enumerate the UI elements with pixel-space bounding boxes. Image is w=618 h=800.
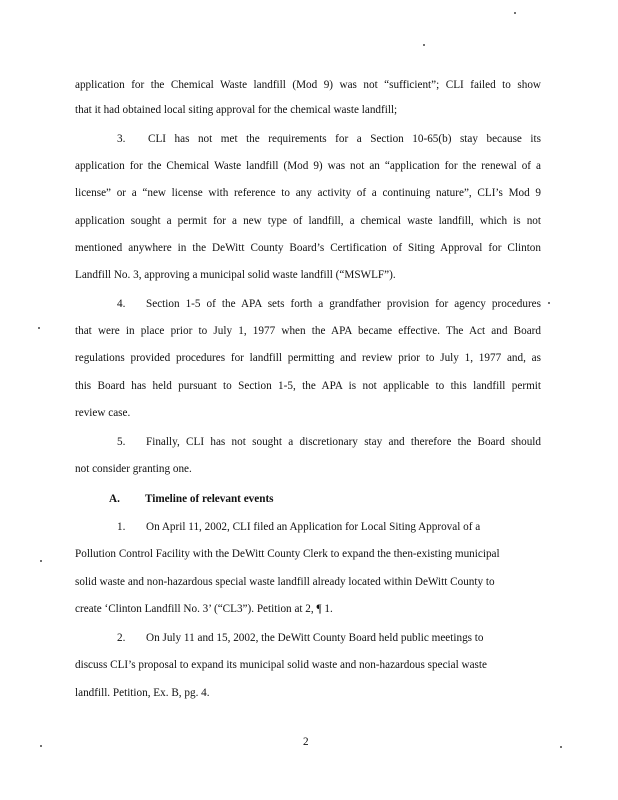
text-line: solid waste and non-hazardous special waste landfill already located within DeWitt County to (75, 576, 495, 588)
section-letter: A. (109, 493, 120, 505)
scan-speck (40, 745, 42, 747)
text-line: application for the Chemical Waste landfill (Mod 9) was not “sufficient”; CLI failed to show (75, 79, 541, 91)
paragraph-number: 3. (117, 133, 126, 145)
scan-speck (548, 302, 550, 304)
text-line: not consider granting one. (75, 463, 192, 475)
text-line: discuss CLI’s proposal to expand its municipal solid waste and non-hazardous special waste (75, 659, 487, 671)
text-line: application sought a permit for a new type of landfill, a chemical waste landfill, which is not (75, 215, 541, 227)
text-line: application for the Chemical Waste landfill (Mod 9) was not an “application for the renewal of a (75, 160, 541, 172)
scan-speck (38, 327, 40, 329)
section-heading: Timeline of relevant events (145, 493, 274, 505)
text-line: Landfill No. 3, approving a municipal solid waste landfill (“MSWLF”). (75, 269, 396, 281)
text-line: review case. (75, 407, 131, 419)
text-line: landfill. Petition, Ex. B, pg. 4. (75, 687, 210, 699)
text-line: regulations provided procedures for landfill permitting and review prior to July 1, 1977 and, as (75, 352, 541, 364)
text-line: CLI has not met the requirements for a Section 10-65(b) stay because its (148, 133, 541, 145)
text-line: license” or a “new license with reference to any activity of a continuing nature”, CLI’s Mod 9 (75, 187, 541, 199)
scan-speck (514, 12, 516, 14)
scan-speck (40, 560, 42, 562)
page-number: 2 (303, 736, 309, 748)
paragraph-number: 5. (117, 436, 126, 448)
text-line: that were in place prior to July 1, 1977 when the APA became effective. The Act and Board (75, 325, 541, 337)
text-line: mentioned anywhere in the DeWitt County Board’s Certification of Siting Approval for Clinton (75, 242, 541, 254)
scan-speck (423, 44, 425, 46)
paragraph-number: 2. (117, 632, 126, 644)
text-line: Finally, CLI has not sought a discretionary stay and therefore the Board should (146, 436, 541, 448)
paragraph-number: 1. (117, 521, 126, 533)
paragraph-number: 4. (117, 298, 126, 310)
text-line: On April 11, 2002, CLI filed an Application for Local Siting Approval of a (146, 521, 481, 533)
scan-speck (560, 746, 562, 748)
text-line: create ‘Clinton Landfill No. 3’ (“CL3”). Petition at 2, ¶ 1. (75, 603, 333, 615)
text-line: On July 11 and 15, 2002, the DeWitt County Board held public meetings to (146, 632, 484, 644)
text-line: Section 1-5 of the APA sets forth a grandfather provision for agency procedures (146, 298, 541, 310)
text-line: that it had obtained local siting approval for the chemical waste landfill; (75, 104, 398, 116)
text-line: this Board has held pursuant to Section 1-5, the APA is not applicable to this landfill permit (75, 380, 541, 392)
text-line: Pollution Control Facility with the DeWitt County Clerk to expand the then-existing municipal (75, 548, 500, 560)
